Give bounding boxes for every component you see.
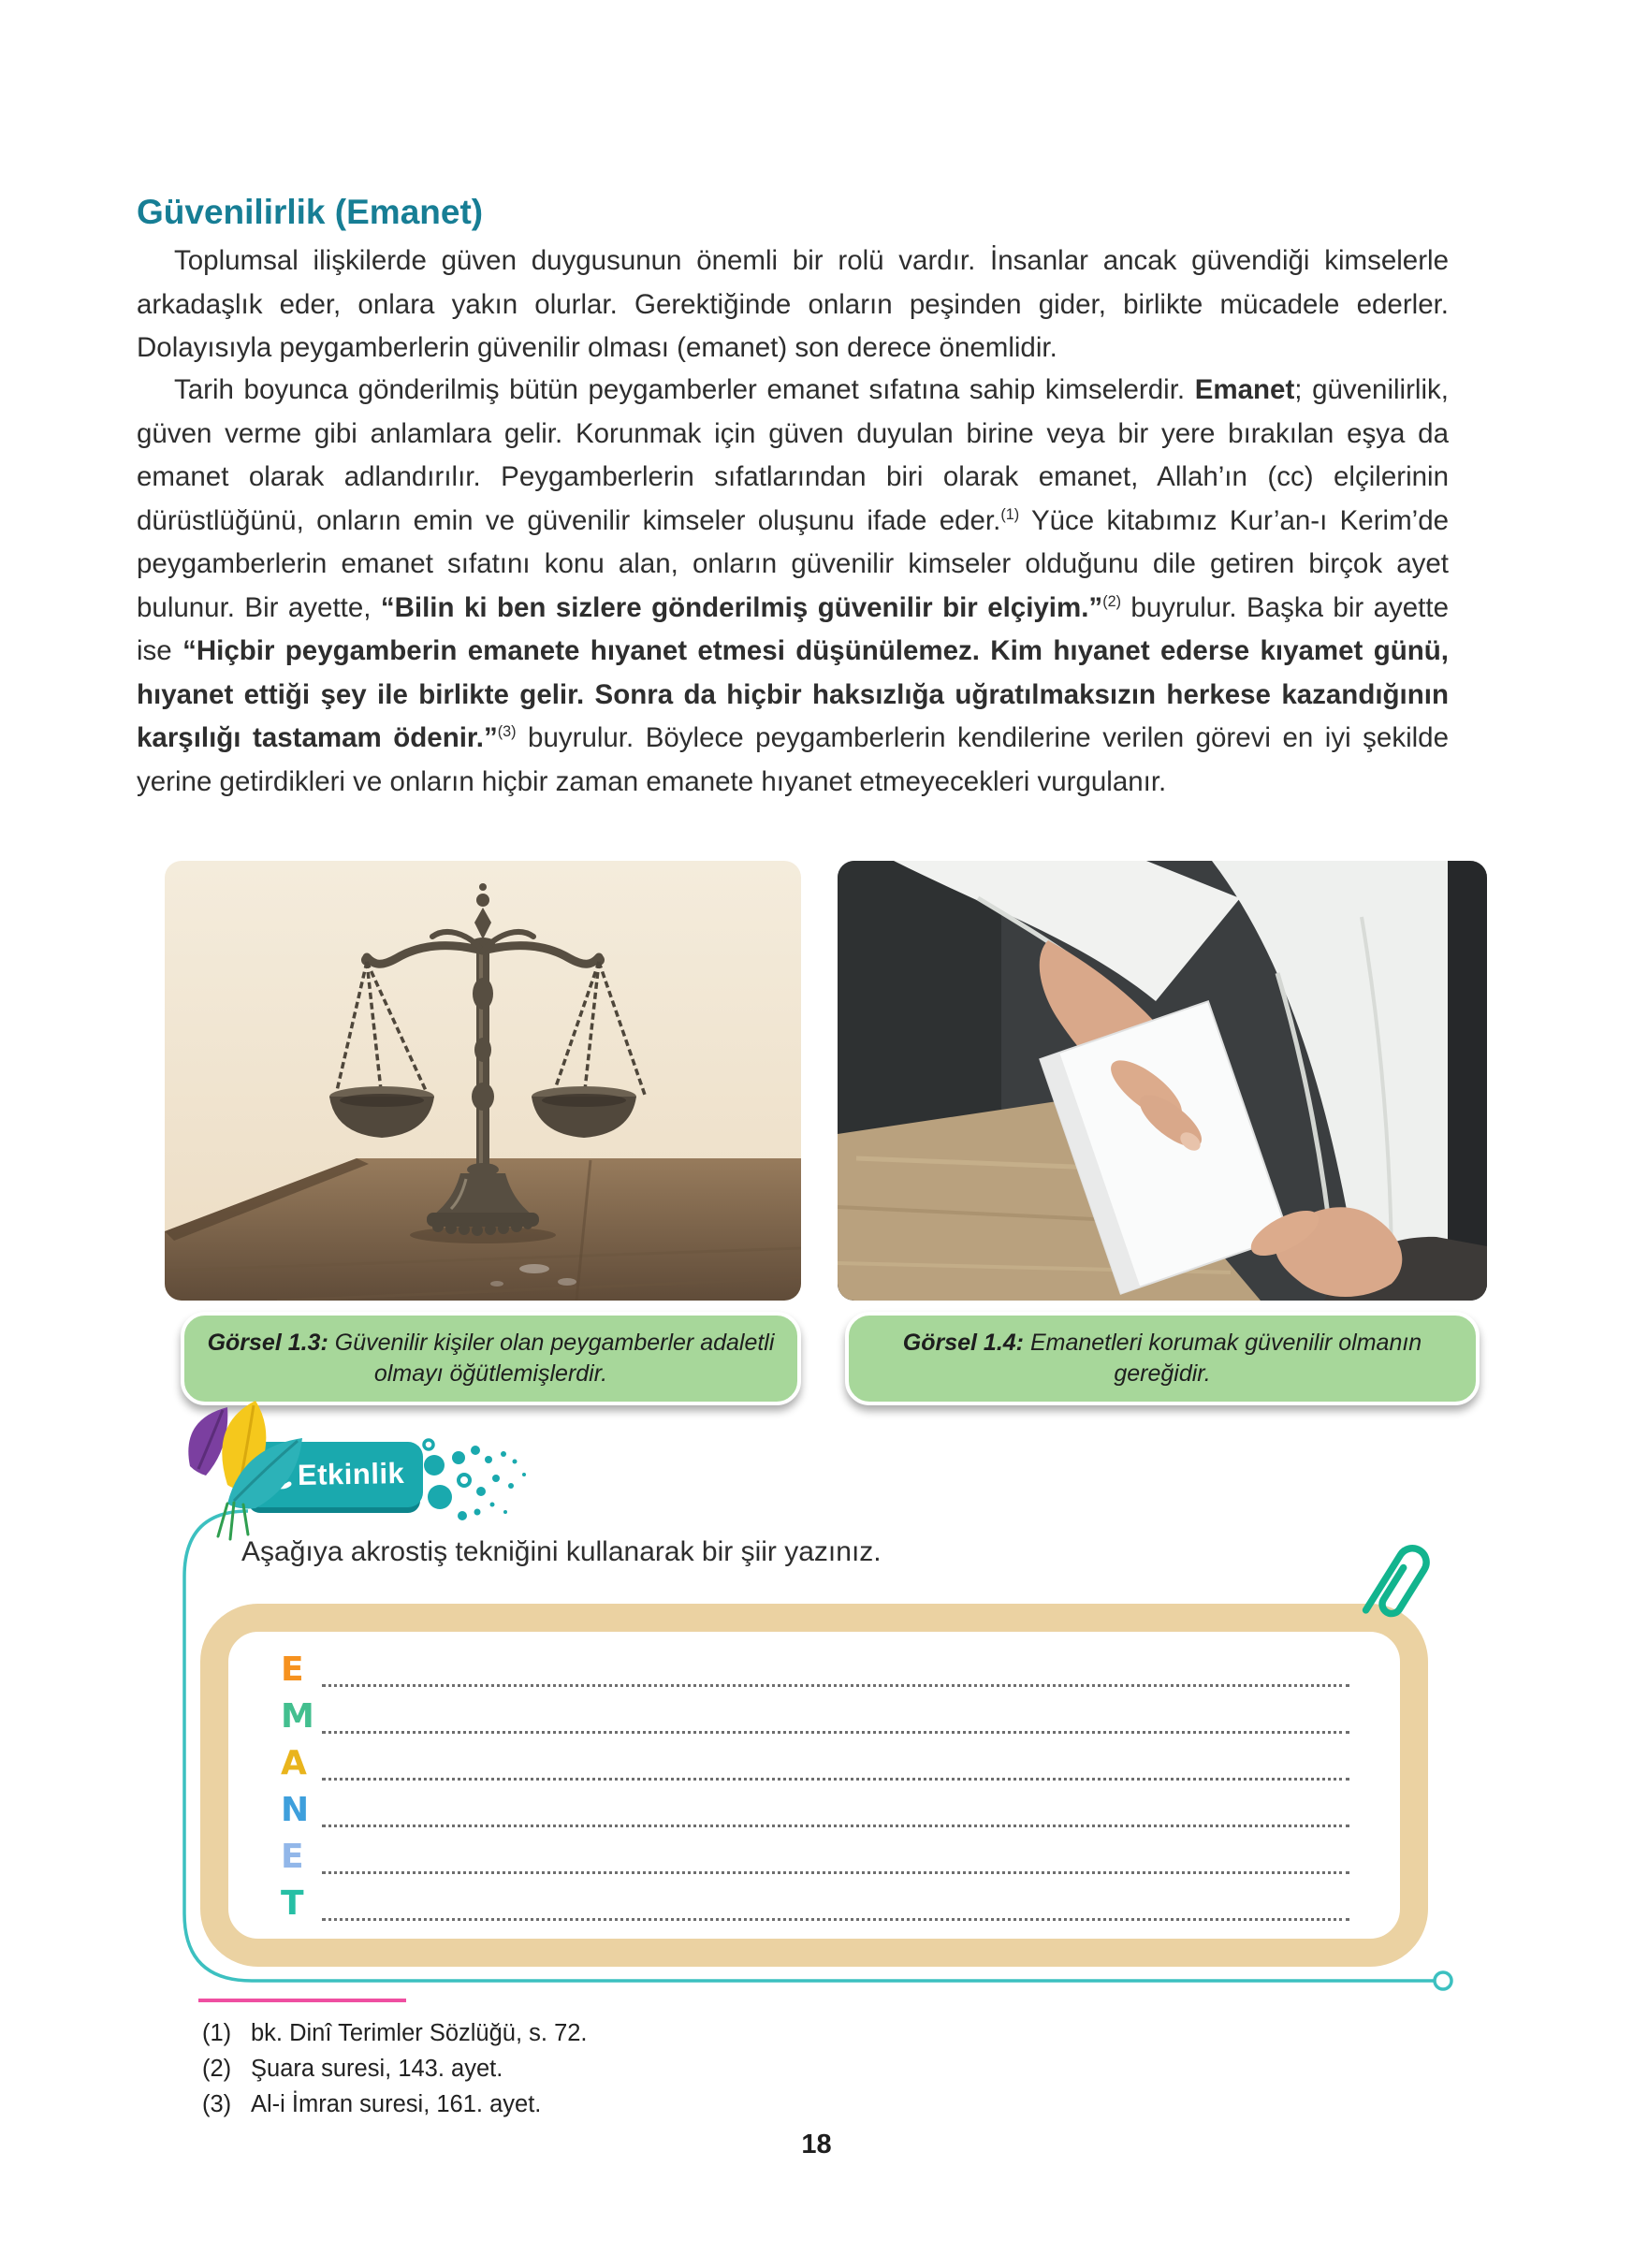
scales-of-justice-illustration (165, 861, 801, 1301)
figure-image-envelope (838, 861, 1487, 1301)
acrostic-row-3 (281, 1742, 1357, 1789)
footnote-number: (2) (202, 2056, 232, 2082)
acrostic-row-4 (281, 1789, 1357, 1836)
footnote-3 (202, 2086, 588, 2122)
caption-label: Görsel 1.3: (207, 1330, 328, 1356)
acrostic-letter: M (281, 1697, 314, 1736)
etkinlik-badge-label: Etkinlik (297, 1457, 405, 1491)
caption-text: Emanetleri korumak güvenilir olmanın gereğidir. (1029, 1330, 1422, 1387)
footnotes (202, 2015, 588, 2122)
paragraph-1: Toplumsal ilişkilerde güven duygusunun önemli bir rolü vardır. İnsanlar ancak güvendiği kimselerle arkadaşlık eder, onlara yakın olurlar. Gerektiğinde onların peşinden gider, birlikte mücadele ederler. Dolayısıyla peygamberlerin güvenilir olması (emanet) son derece önemlidir. (137, 245, 1449, 363)
page-title: Güvenilirlik (Emanet) (137, 193, 484, 231)
caption-text: Güvenilir kişiler olan peygamberler adaletli olmayı öğütlemişlerdir. (334, 1330, 775, 1387)
footnote-text: bk. Dinî Terimler Sözlüğü, s. 72. (251, 2020, 588, 2046)
acrostic-row-1 (281, 1649, 1357, 1695)
acrostic-letter: E (281, 1650, 304, 1689)
acrostic-letter: N (281, 1791, 310, 1829)
paragraph-2: Tarih boyunca gönderilmiş bütün peygamberler emanet sıfatına sahip kimselerdir. Emanet; güvenilirlik, güven verme gibi anlamlara gelir. Korunmak için güven duyulan birine veya bir yere bırakılan eşya da emanet olarak adlandırılır. Peygamberlerin sıfatlarından biri olarak emanet, Allah’ın (cc) elçilerinin dürüstlüğünü, onların emin ve güvenilir kimseler oluşunu ifade eder.$^{(1)}$ Yüce kitabımız Kur’an-ı Kerim’de peygamberlerin emanet sıfatını konu alan, onların güvenilir kimseler olduğunu dile getiren birçok ayet bulunur. Bir ayette, “Bilin ki ben sizlere gönderilmiş güvenilir bir elçiyim.”$^{(2)}$ buyrulur. Başka bir ayette ise “Hiçbir peygamberin emanete hıyanet etmesi düşünülemez. Kim hıyanet ederse kıyamet günü, hıyanet ettiği şey ile birlikte gelir. Sonra da hiçbir haksızlığa uğratılmaksızın herkese kazandığının karşılığı tastamam ödenir.”$^{(3)}$ buyrulur. Böylece peygamberlerin kendilerine verilen görevi en iyi şekilde yerine getirdikleri ve onların hiçbir zaman emanete hıyanet etmeyecekleri vurgulanır. (137, 374, 1450, 797)
feather-quill-icon (176, 1396, 316, 1546)
acrostic-row-6 (281, 1883, 1357, 1929)
paperclip-icon (1359, 1533, 1437, 1637)
acrostic-row-5 (281, 1836, 1357, 1883)
figure-caption-1-4 (845, 1312, 1480, 1405)
acrostic-writing-line (322, 1684, 1349, 1687)
acrostic-writing-line (322, 1731, 1349, 1734)
acrostic-letter: E (281, 1838, 304, 1876)
activity-instruction: Aşağıya akrostiş tekniğini kullanarak bir şiir yazınız. (241, 1536, 882, 1567)
footnote-text: Al-i İmran suresi, 161. ayet. (251, 2091, 542, 2117)
acrostic-row-2 (281, 1695, 1357, 1742)
footnote-1 (202, 2015, 588, 2051)
figure-caption-1-3 (181, 1312, 801, 1405)
footnote-separator (198, 1999, 406, 2002)
acrostic-writing-line (322, 1918, 1349, 1921)
acrostic-writing-line (322, 1778, 1349, 1781)
acrostic-writing-line (322, 1871, 1349, 1874)
caption-label: Görsel 1.4: (902, 1330, 1025, 1356)
page-number: 18 (801, 2130, 832, 2159)
footnote-2 (202, 2051, 588, 2086)
acrostic-list (281, 1649, 1357, 1929)
bubble-dots-icon (421, 1437, 533, 1531)
footnote-number: (1) (202, 2020, 232, 2046)
footnote-number: (3) (202, 2091, 232, 2117)
acrostic-letter: T (281, 1884, 304, 1923)
envelope-handover-illustration (838, 861, 1487, 1301)
figure-image-scales (165, 861, 801, 1301)
acrostic-writing-line (322, 1825, 1349, 1827)
footnote-text: Şuara suresi, 143. ayet. (251, 2056, 503, 2082)
acrostic-letter: A (281, 1744, 307, 1782)
